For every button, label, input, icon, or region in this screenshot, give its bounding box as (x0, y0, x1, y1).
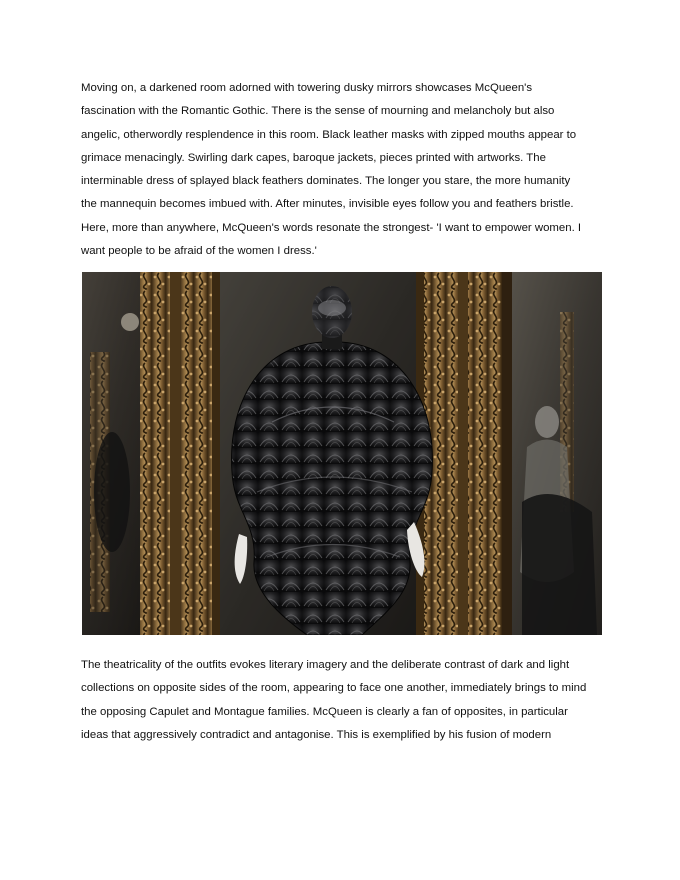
paragraph-theatricality (81, 654, 603, 747)
text-line: angelic, otherwordly resplendence in this room. Black leather masks with zipped mouths appear to (81, 128, 577, 141)
paragraph-intro (81, 77, 603, 263)
text-line: collections on opposite sides of the room, appearing to face one another, immediately brings to mind (81, 682, 587, 695)
text-line: interminable dress of splayed black feathers dominates. The longer you stare, the more humanity (81, 175, 571, 188)
text-line: ideas that aggressively contradict and antagonise. This is exemplified by his fusion of modern (81, 728, 552, 741)
photo-illustration (82, 272, 602, 635)
text-line: grimace menacingly. Swirling dark capes, baroque jackets, pieces printed with artworks. The (81, 151, 546, 164)
text-line: the mannequin becomes imbued with. After minutes, invisible eyes follow you and feathers bristle. (81, 198, 574, 211)
text-line: fascination with the Romantic Gothic. There is the sense of mourning and melancholy but also (81, 105, 555, 118)
text-line: Moving on, a darkened room adorned with towering dusky mirrors showcases McQueen's (81, 82, 533, 94)
text-line: The theatricality of the outfits evokes literary imagery and the deliberate contrast of dark and light (81, 659, 570, 671)
text-line: want people to be afraid of the women I dress.' (81, 245, 317, 258)
text-line: Here, more than anywhere, McQueen's words resonate the strongest- 'I want to empower women. I (81, 221, 582, 234)
feather-dress-photo (82, 272, 602, 635)
text-line: the opposing Capulet and Montague families. McQueen is clearly a fan of opposites, in particular (81, 705, 568, 718)
